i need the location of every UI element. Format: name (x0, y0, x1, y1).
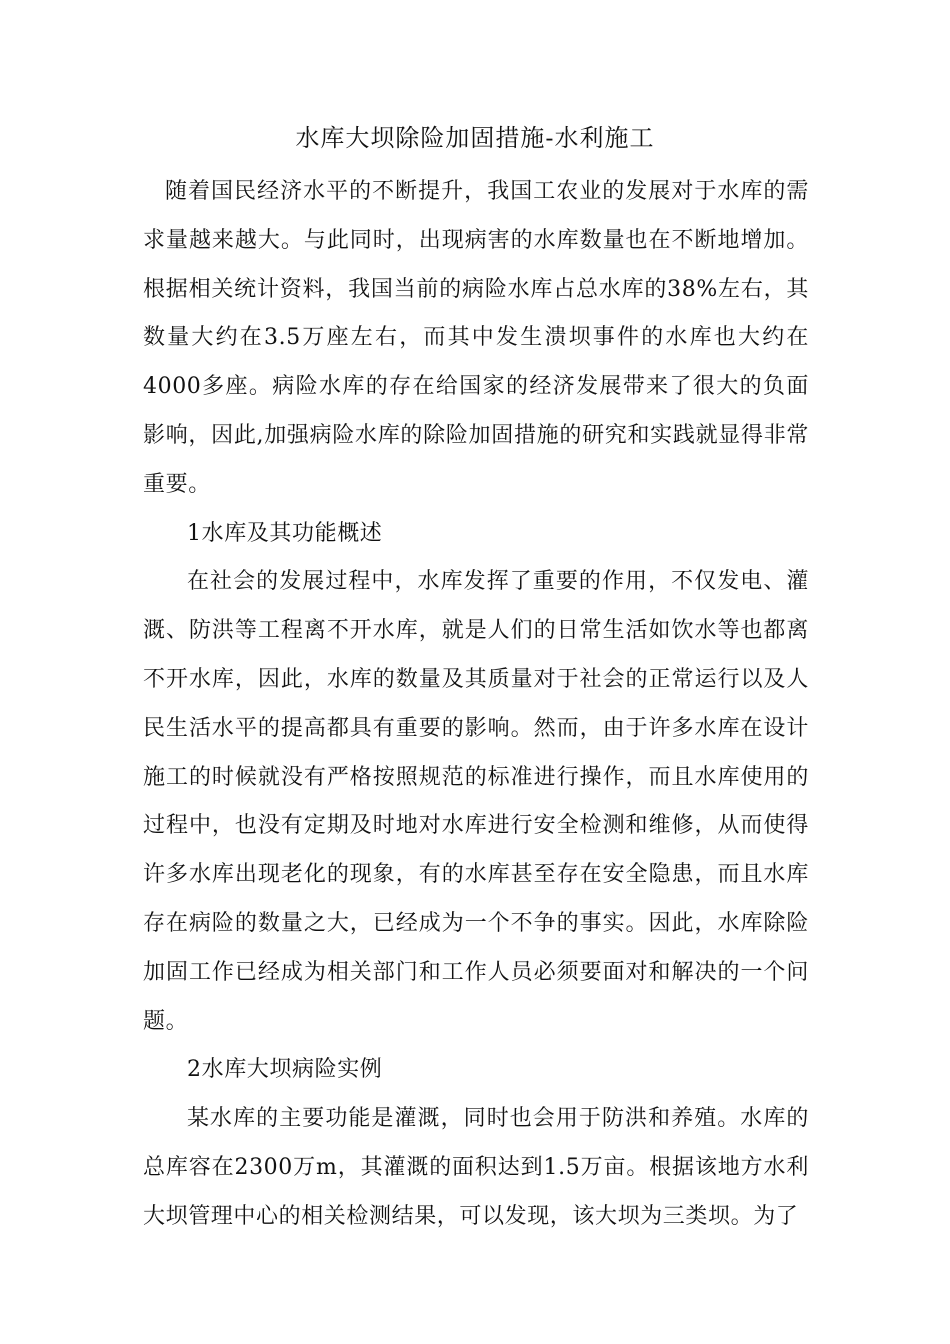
intro-paragraph: 随着国民经济水平的不断提升，我国工农业的发展对于水库的需求量越来越大。与此同时，出现病害的水库数量也在不断地增加。根据相关统计资料，我国当前的病险水库占总水库的38%左右，其数量大约在3.5万座左右，而其中发生溃坝事件的水库也大约在4000多座。病险水库的存在给国家的经济发展带来了很大的负面影响，因此,加强病险水库的除险加固措施的研究和实践就显得非常重要。 (143, 179, 809, 497)
document-body (143, 168, 809, 1242)
document-title: 水库大坝除险加固措施-水利施工 (295, 124, 655, 152)
section-2-heading: 2水库大坝病险实例 (187, 1057, 383, 1083)
section-1-heading: 1水库及其功能概述 (187, 520, 383, 546)
section-2-paragraph: 某水库的主要功能是灌溉，同时也会用于防洪和养殖。水库的总库容在2300万m，其灌溉的面积达到1.5万亩。根据该地方水利大坝管理中心的相关检测结果，可以发现，该大坝为三类坝。为了 (143, 1106, 809, 1229)
section-1-paragraph: 在社会的发展过程中，水库发挥了重要的作用，不仅发电、灌溉、防洪等工程离不开水库，就是人们的日常生活如饮水等也都离不开水库，因此，水库的数量及其质量对于社会的正常运行以及人民生活水平的提高都具有重要的影响。然而，由于许多水库在设计施工的时候就没有严格按照规范的标准进行操作，而且水库使用的过程中，也没有定期及时地对水库进行安全检测和维修，从而使得许多水库出现老化的现象，有的水库甚至存在安全隐患，而且水库存在病险的数量之大，已经成为一个不争的事实。因此，水库除险加固工作已经成为相关部门和工作人员必须要面对和解决的一个问题。 (143, 569, 809, 1034)
